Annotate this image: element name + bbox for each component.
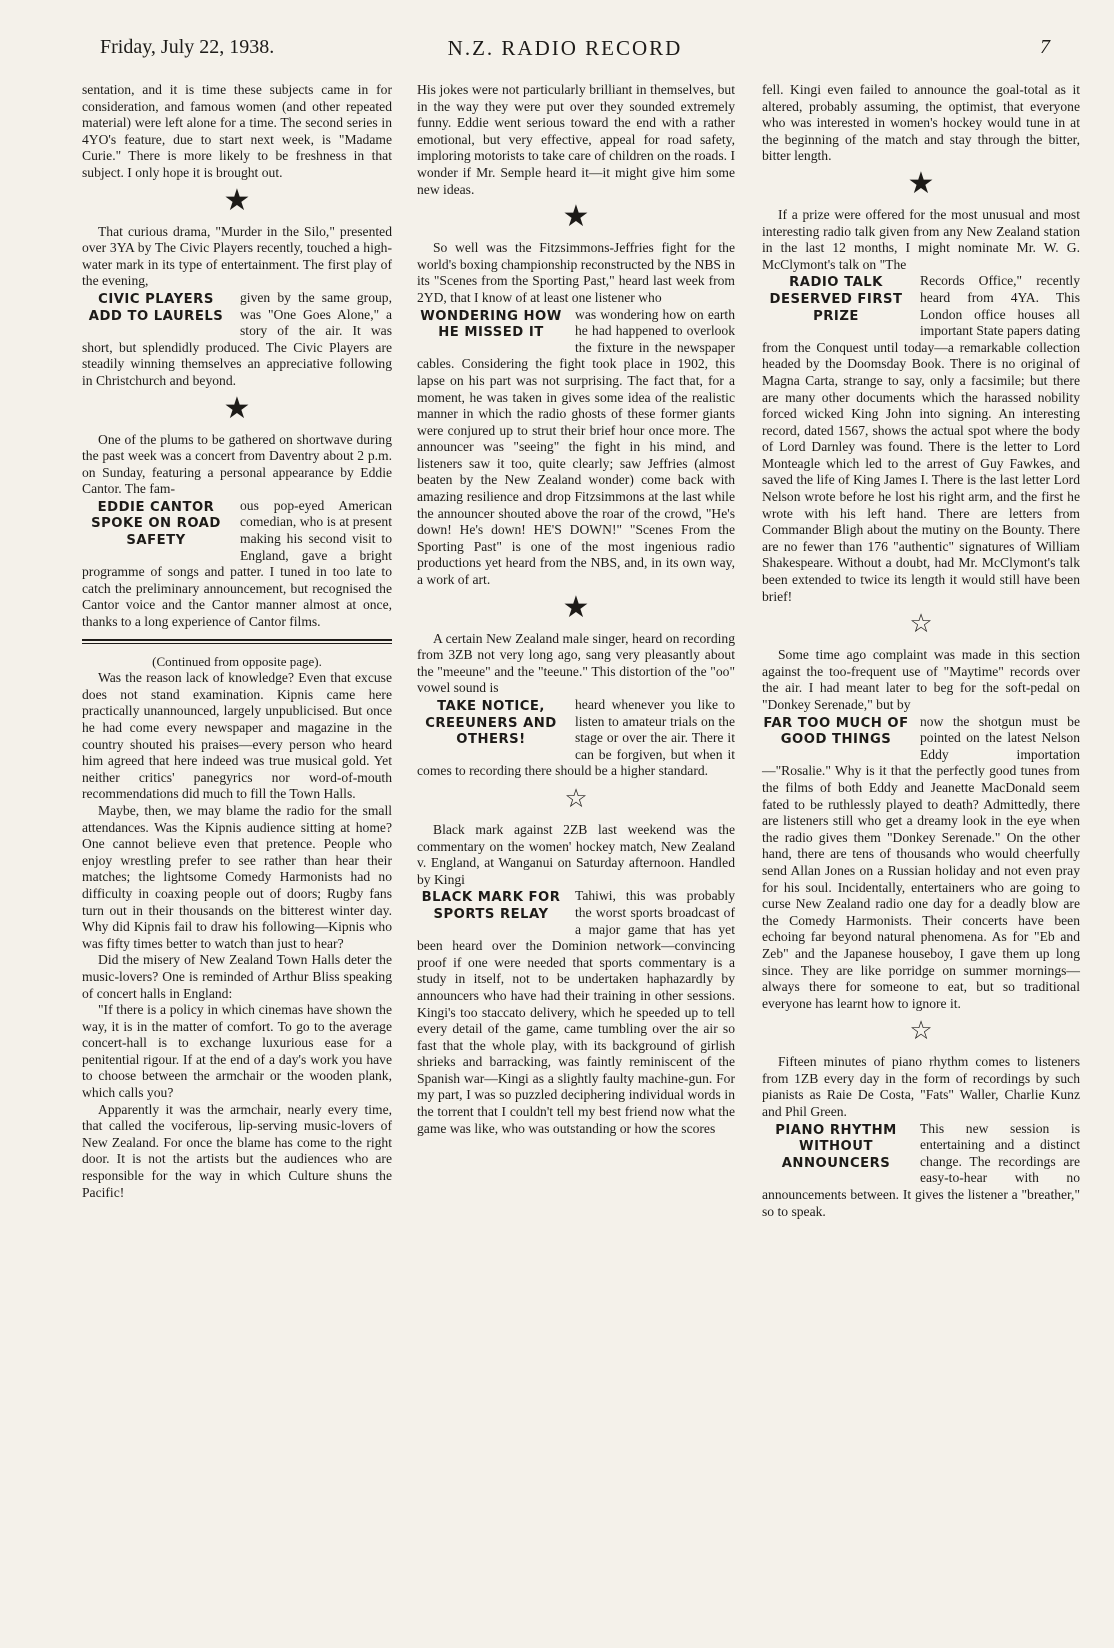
star-divider-icon: ★ [562, 199, 590, 235]
issue-date: Friday, July 22, 1938. [100, 36, 275, 58]
side-heading: FAR TOO MUCH OF GOOD THINGS [763, 715, 909, 748]
quote-paragraph: "If there is a policy in which cinemas have shown the way, it is in the matter of comfort. To go to the average concert-hall is to exchange luxurious ease for a penitential rigour. If at the end of a day's work you have to choose between the armchair or the wooden plank, which calls you? [82, 1002, 392, 1101]
paragraph: One of the plums to be gathered on shortwave during the past week was a concert from Daventry about 2 p.m. on Sunday, featuring a personal appearance by Eddie Cantor. The fam- [82, 431, 392, 497]
star-divider-icon: ★ [223, 390, 251, 426]
paragraph: Records Office," recently heard from 4YA. This London office houses all important State papers dating from the Conquest until today—a remarkable collection headed by the Doomsday Book. There is no original of Magna Carta, strange to say, only a facsimile; but there are many other documents which the harassed nobility forced wicked King John into signing. An interesting record, dated 1567, shows the actual spot where the body of Lord Darnley was found. There is the letter to Lord Monteagle which led to the arrest of Guy Fawkes, and saved the life of King James I. There is the last letter Lord Nelson wrote before he lost his right arm, and the first he wrote with his left hand. There are letters from Commander Bligh about the mutiny on the Bounty. There are no fewer than 176 "authentic" signatures of William Shakespeare. Without a doubt, had Mr. McClymont's talk been extended to twice its length it would still have been brief! [762, 273, 1080, 604]
paragraph: Fifteen minutes of piano rhythm comes to listeners from 1ZB every day in the form of recordings by such pianists as Raie De Costa, "Fats" Waller, Charlie Kunz and Phil Green. [762, 1054, 1080, 1120]
masthead: N.Z. RADIO RECORD [447, 36, 683, 60]
paragraph: Black mark against 2ZB last weekend was the commentary on the women' hockey match, New Zealand v. England, at Wanganui on Saturday afternoon. Handled by Kingi [417, 821, 735, 887]
paragraph: His jokes were not particularly brilliant in themselves, but in the way they were put over they sounded extremely funny. Eddie went serious toward the end with a rather emotional, but very effective, appeal for road safety, imploring motorists to take care of children on the roads. I wonder if Mr. Semple heard it—it might give him some new ideas. [417, 82, 735, 197]
paragraph: Tahiwi, this was probably the worst sports broadcast of a major game that has yet been heard over the Dominion network—convincing proof if one were needed that sports commentary is a study in itself, not to be undertaken haphazardly by announcers who have had their training in other sessions. Kingi's too staccato delivery, which he speeded up to tell every detail of the game, came tumbling over the air so fast that the whole play, with its background of girlish shrieks and barracking, was faintly reminiscent of the Spanish war—Kingi as a slightly faulty machine-gun. For my part, I was so puzzled deciphering individual words in the torrent that I couldn't tell my best friend now what the game was like, who was outstanding or how the scores [417, 888, 735, 1136]
side-heading: EDDIE CANTOR SPOKE ON ROAD SAFETY [91, 499, 221, 549]
page-header [80, 28, 1050, 60]
paragraph: This new session is entertaining and a distinct change. The recordings are easy-to-hear with no announcements between. It gives the listener a "breather," so to speak. [762, 1120, 1080, 1219]
star-outline-divider-icon: ☆ [909, 1016, 933, 1047]
continued-note: (Continued from opposite page). [152, 653, 322, 669]
paragraph: fell. Kingi even failed to announce the goal-total as it altered, probably assuming, the optimist, that everyone who was interested in women's hockey would tune in at the beginning of the match and stay through the bitter, bitter length. [762, 82, 1080, 164]
side-heading: PIANO RHYTHM WITHOUT ANNOUNCERS [775, 1122, 897, 1171]
star-outline-divider-icon: ☆ [564, 783, 588, 814]
side-heading: RADIO TALK DESERVED FIRST PRIZE [769, 275, 903, 324]
side-heading: BLACK MARK FOR SPORTS RELAY [421, 890, 561, 922]
paragraph: So well was the Fitzsimmons-Jeffries fight for the world's boxing championship reconstructed by the NBS in its "Scenes from the Sporting Past," heard last week from 2YD, that I know of at least one listener who [417, 240, 735, 305]
column-3 [762, 82, 1080, 1220]
paragraph: was wondering how on earth he had happened to overlook the fixture in the newspaper cables. Considering the fight took place in 1902, this lapse on his part was not surprising. The fact that, for a moment, he was taken in gives some idea of the realistic manner in which the radio ghosts of these former giants were conjured up to strut their brief hour once more. The announcer was "seeing" the fight in his mind, and listeners saw it too, quite clearly; saw Jeffries (almost beaten by the New Zealand wonder) come back with amazing resilience and drop Fitzsimmons at the last while the announcer shouted above the roar of the crowd, "He's down! He's down! HE'S DOWN!" "Scenes From the Sporting Past" is one of the most ingenious radio productions yet heard from the NBS, and, in its own way, a work of art. [417, 306, 735, 588]
star-divider-icon: ★ [907, 165, 935, 201]
page-number: 7 [1040, 36, 1050, 58]
paragraph: Apparently it was the armchair, nearly every time, that called the vociferous, lip-serving music-lovers of New Zealand. For once the blame has come to the right door. It is not the artists but the audiences who are responsible for the way in which Culture shuns the Pacific! [82, 1101, 392, 1200]
paragraph: A certain New Zealand male singer, heard on recording from 3ZB not very long ago, sang very pleasantly about the "meeune" and the "teeune." This distortion of the "oo" vowel sound is [417, 630, 735, 696]
star-divider-icon: ★ [562, 589, 590, 625]
paragraph: Some time ago complaint was made in this section against the too-frequent use of "Maytime" records over the air. I had meant later to beg for the soft-pedal on "Donkey Serenade," but by [762, 647, 1080, 712]
paragraph: Maybe, then, we may blame the radio for the small attendances. Was the Kipnis audience sitting at home? One cannot believe even that pretence. People who enjoy wrestling prefer to see rather than hear their matches; the lightsome Comedy Harmonists had no difficulty in coaxing people out of doors; Rugby fans turn out in their thousands on the bitterest winter day. Why did Kipnis fail to draw his following—Kipnis who was fifty times better to watch than just to hear? [82, 802, 392, 951]
star-divider-icon: ★ [223, 182, 251, 218]
side-heading: WONDERING HOW HE MISSED IT [420, 308, 562, 341]
paragraph: heard whenever you like to listen to amateur trials on the stage or over the air. There it can be forgiven, but when it comes to recording there should be a higher standard. [417, 697, 735, 779]
paragraph: Did the misery of New Zealand Town Halls deter the music-lovers? One is reminded of Arthur Bliss speaking of concert halls in England: [82, 952, 392, 1001]
column-1 [82, 82, 392, 1201]
column-2 [417, 82, 735, 1137]
paragraph: sentation, and it is time these subjects came in for consideration, and famous women (and other repeated material) were left alone for a time. The second series in 4YO's feature, due to start next week, is "Madame Curie." There is more likely to be freshness in that subject. I only hope it is brought out. [82, 82, 392, 180]
paragraph: given by the same group, was "One Goes Alone," a story of the air. It was short, but splendidly produced. The Civic Players are steadily winning themselves an appreciative following in Christchurch and beyond. [82, 289, 392, 388]
side-heading: CIVIC PLAYERS ADD TO LAURELS [88, 291, 224, 324]
paragraph: If a prize were offered for the most unusual and most interesting radio talk given from any New Zealand station in the last 12 months, I might nominate Mr. W. G. McClymont's talk on "The [762, 206, 1080, 272]
star-outline-divider-icon: ☆ [909, 609, 933, 640]
column-rule [82, 639, 392, 644]
paragraph: ous pop-eyed American comedian, who is at present making his second visit to England, gave a bright programme of songs and patter. I tuned in too late to catch the preliminary announcement, but recognised the Cantor voice and the Cantor manner almost at once, thanks to a long experience of Cantor films. [82, 497, 392, 630]
side-heading: TAKE NOTICE, CREEUNERS AND OTHERS! [425, 699, 557, 748]
paragraph: That curious drama, "Murder in the Silo," presented over 3YA by The Civic Players recently, touched a high-water mark in its type of entertainment. The first play of the evening, [82, 223, 392, 289]
paragraph: now the shotgun must be pointed on the latest Nelson Eddy importation—"Rosalie." Why is it that the perfectly good tunes from the films of both Eddy and Jeanette MacDonald seem fated to be ruthlessly played to death? Admittedly, there are listeners still who get a dreamy look in the eye when the radio gives them "Donkey Serenade." On the other hand, there are tens of thousands who would cheerfully send Allan Jones on a Russian holiday and not even pray for his soul. Incidentally, entertainers who are going to curse New Zealand radio one day for a deadly blow are the Comedy Harmonists. Their concerts have been echoing far beyond natural phenomena. As for "Eb and Zeb" and the Japanese houseboy, I gave them up long since. They are like porridge on summer mornings—always there for someone to eat, but so traditional everyone has learnt how to ignore it. [762, 713, 1080, 1011]
paragraph: Was the reason lack of knowledge? Even that excuse does not stand examination. Kipnis came here practically unannounced, largely unpublicised. But once he had come every newspaper and magazine in the country shouted his praises—every person who heard him agreed that here indeed was true musical gold. Yet neither critics' panegyrics nor word-of-mouth recommendations did much to fill the Town Halls. [82, 670, 392, 802]
